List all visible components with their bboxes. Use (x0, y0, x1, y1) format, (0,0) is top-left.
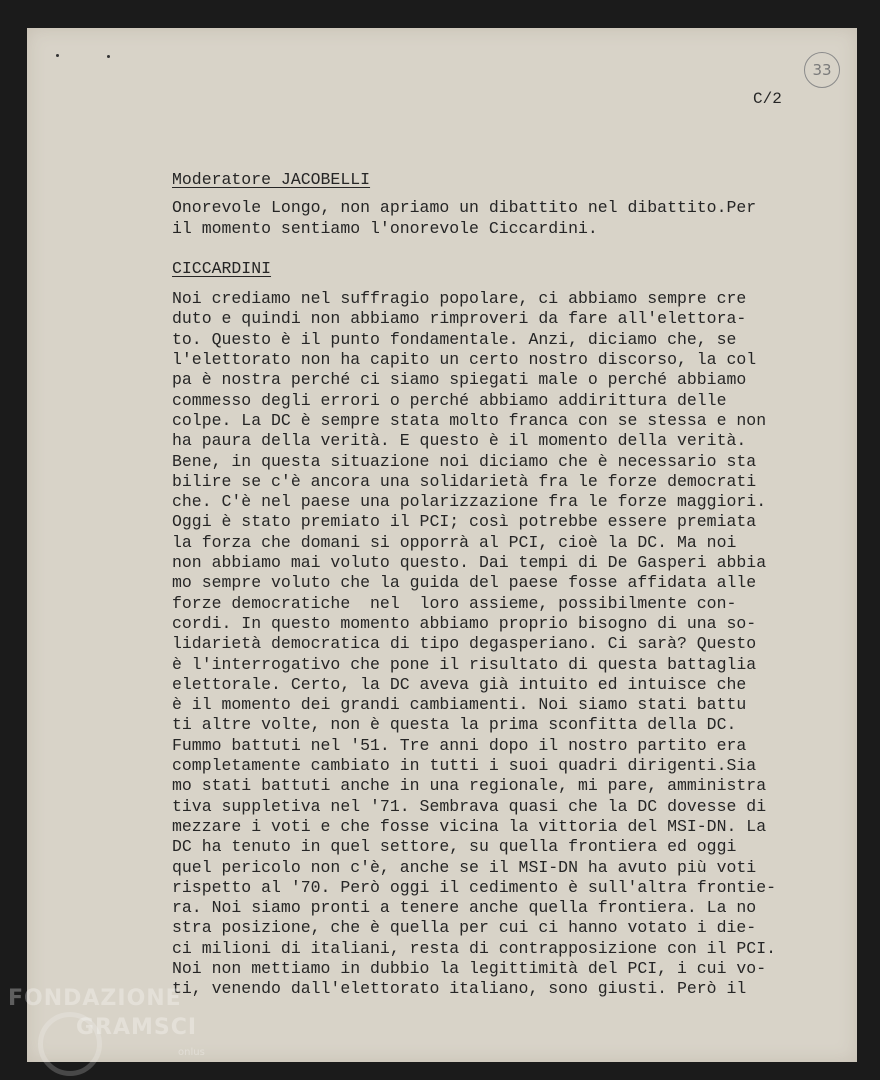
text-line: ra. Noi siamo pronti a tenere anche quella frontiera. La no (172, 898, 757, 918)
text-line: non abbiamo mai voluto questo. Dai tempi di De Gasperi abbia (172, 553, 767, 573)
text-line: forze democratiche nel loro assieme, possibilmente con- (172, 593, 737, 613)
text-line: commesso degli errori o perché abbiamo addirittura delle (172, 390, 727, 410)
text-line: ti, venendo dall'elettorato italiano, sono giusti. Però il (172, 979, 747, 999)
text-line: stra posizione, che è quella per cui ci hanno votato i die- (172, 918, 757, 938)
text-line: l'elettorato non ha capito un certo nostro discorso, la col (172, 350, 757, 370)
speaker-heading: Moderatore JACOBELLI (172, 170, 371, 189)
text-line: elettorale. Certo, la DC aveva già intuito ed intuisce che (172, 674, 747, 694)
text-line: ti altre volte, non è questa la prima sconfitta della DC. (172, 715, 737, 735)
text-line: mezzare i voti e che fosse vicina la vittoria del MSI-DN. La (172, 816, 767, 836)
text-line: Bene, in questa situazione noi diciamo che è necessario sta (172, 451, 757, 471)
text-line: cordi. In questo momento abbiamo proprio bisogno di una so- (172, 613, 757, 633)
text-line: è il momento dei grandi cambiamenti. Noi siamo stati battu (172, 695, 747, 715)
text-line: quel pericolo non c'è, anche se il MSI-DN ha avuto più voti (172, 857, 757, 877)
page-code: C/2 (753, 90, 782, 108)
text-line: ci milioni di italiani, resta di contrapposizione con il PCI. (172, 938, 776, 958)
text-line: la forza che domani si opporrà al PCI, cioè la DC. Ma noi (172, 532, 737, 552)
watermark-line1: FONDAZIONE (8, 986, 182, 1011)
text-line: ha paura della verità. E questo è il momento della verità. (172, 431, 747, 451)
section-moderator (172, 170, 832, 239)
text-line: il momento sentiamo l'onorevole Ciccardini. (172, 218, 598, 238)
text-line: mo stati battuti anche in una regionale, mi pare, amministra (172, 776, 767, 796)
text-line: Noi non mettiamo in dubbio la legittimità del PCI, i cui vo- (172, 958, 767, 978)
text-line: colpe. La DC è sempre stata molto franca con se stessa e non (172, 410, 767, 430)
text-line: mo sempre voluto che la guida del paese fosse affidata alle (172, 573, 757, 593)
section-ciccardini (172, 259, 832, 1000)
watermark-line3: onlus (178, 1047, 205, 1058)
text-line: Noi crediamo nel suffragio popolare, ci abbiamo sempre cre (172, 289, 747, 309)
text-line: Fummo battuti nel '51. Tre anni dopo il nostro partito era (172, 735, 747, 755)
text-line: bilire se c'è ancora una solidarietà fra le forze democrati (172, 471, 757, 491)
watermark-line2: GRAMSCI (76, 1015, 198, 1040)
text-line: rispetto al '70. Però oggi il cedimento è sull'altra frontie- (172, 877, 776, 897)
text-line: Oggi è stato premiato il PCI; così potrebbe essere premiata (172, 512, 757, 532)
text-line: è l'interrogativo che pone il risultato di questa battaglia (172, 654, 757, 674)
text-line: DC ha tenuto in quel settore, su quella frontiera ed oggi (172, 837, 737, 857)
speaker-heading: CICCARDINI (172, 258, 272, 278)
text-line: completamente cambiato in tutti i suoi quadri dirigenti.Sia (172, 756, 757, 776)
punch-mark (56, 54, 59, 57)
text-line: che. C'è nel paese una polarizzazione fra le forze maggiori. (172, 492, 767, 512)
punch-mark (107, 55, 110, 58)
text-line: Onorevole Longo, non apriamo un dibattito nel dibattito.Per (172, 198, 757, 218)
document-page (27, 28, 857, 1062)
text-line: tiva suppletiva nel '71. Sembrava quasi che la DC dovesse di (172, 796, 767, 816)
text-line: duto e quindi non abbiamo rimproveri da fare all'elettora- (172, 309, 747, 329)
text-line: pa è nostra perché ci siamo spiegati male o perché abbiamo (172, 370, 747, 390)
text-line: to. Questo è il punto fondamentale. Anzi, diciamo che, se (172, 329, 737, 349)
archive-page-stamp: 33 (804, 52, 840, 88)
transcript-body (172, 170, 832, 1000)
text-line: lidarietà democratica di tipo degasperiano. Ci sarà? Questo (172, 634, 757, 654)
